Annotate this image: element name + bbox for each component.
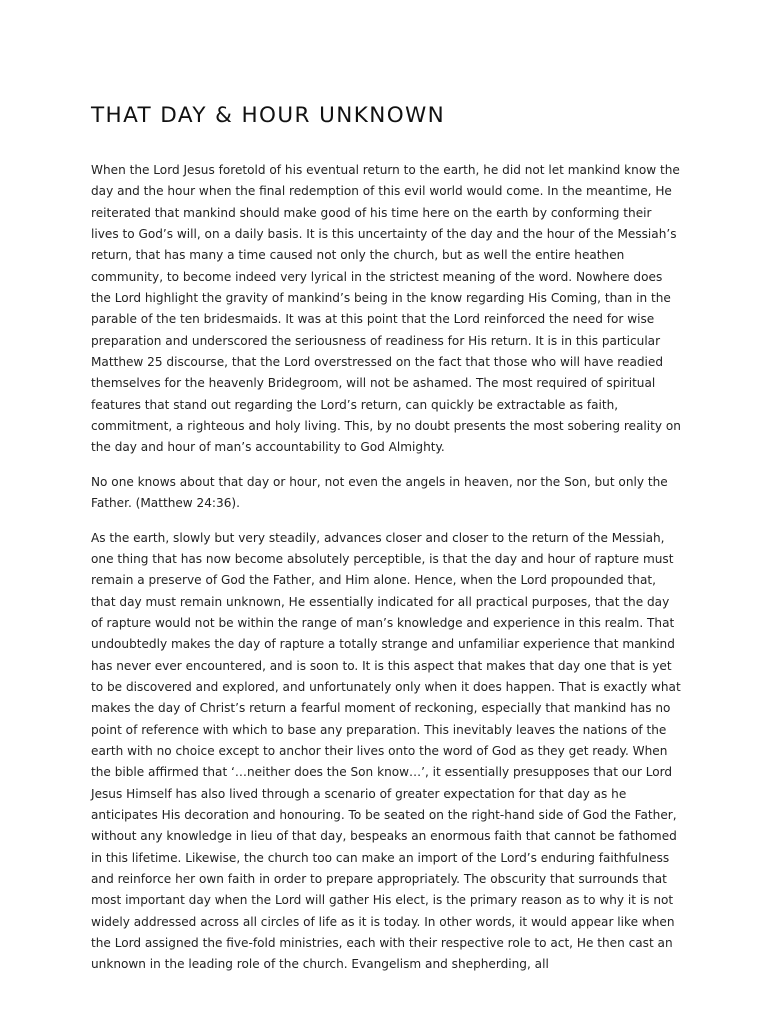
paragraph-intro: When the Lord Jesus foretold of his eventual return to the earth, he did not let mankind know the day and the hour when the final redemption of this evil world would come. In the meantime, He reiterated that mankind should make good of his time here on the earth by conforming their lives to God’s will, on a daily basis. It is this uncertainty of the day and the hour of the Messiah’s return, that has many a time caused not only the church, but as well the entire heathen community, to become indeed very lyrical in the strictest meaning of the word. Nowhere does the Lord highlight the gravity of mankind’s being in the know regarding His Coming, than in the parable of the ten bridesmaids. It was at this point that the Lord reinforced the need for wise preparation and underscored the seriousness of readiness for His return. It is in this particular Matthew 25 discourse, that the Lord overstressed on the fact that those who will have readied themselves for the heavenly Bridegroom, will not be ashamed. The most required of spiritual features that stand out regarding the Lord’s return, can quickly be extractable as faith, commitment, a righteous and holy living. This, by no doubt presents the most sobering reality on the day and hour of man’s accountability to God Almighty. bbox=[91, 163, 681, 455]
paragraph-scripture-quote: No one knows about that day or hour, not even the angels in heaven, nor the Son, but only the Father. (Matthew 24:36). bbox=[91, 474, 668, 511]
document-body bbox=[91, 160, 681, 989]
paragraph-main: As the earth, slowly but very steadily, advances closer and closer to the return of the Messiah, one thing that has now become absolutely perceptible, is that the day and hour of rapture must remain a preserve of God the Father, and Him alone. Hence, when the Lord propounded that, that day must remain unknown, He essentially indicated for all practical purposes, that the day of rapture would not be within the range of man’s knowledge and experience in this realm. That undoubtedly makes the day of rapture a totally strange and unfamiliar experience that mankind has never ever encountered, and is soon to. It is this aspect that makes that day one that is yet to be discovered and explored, and unfortunately only when it does happen. That is exactly what makes the day of Christ’s return a fearful moment of reckoning, especially that mankind has no point of reference with which to base any preparation. This inevitably leaves the nations of the earth with no choice except to anchor their lives onto the word of God as they get ready. When the bible affirmed that ‘…neither does the Son know…’, it essentially presupposes that our Lord Jesus Himself has also lived through a scenario of greater expectation for that day as he anticipates His decoration and honouring. To be seated on the right-hand side of God the Father, without any knowledge in lieu of that day, bespeaks an enormous faith that cannot be fathomed in this lifetime. Likewise, the church too can make an import of the Lord’s enduring faithfulness and reinforce her own faith in order to prepare appropriately. The obscurity that surrounds that most important day when the Lord will gather His elect, is the primary reason as to why it is not widely addressed across all circles of life as it is today. In other words, it would appear like when the Lord assigned the five-fold ministries, each with their respective role to act, He then cast an unknown in the leading role of the church. Evangelism and shepherding, all bbox=[91, 530, 681, 972]
document-title: THAT DAY & HOUR UNKNOWN bbox=[91, 103, 446, 128]
